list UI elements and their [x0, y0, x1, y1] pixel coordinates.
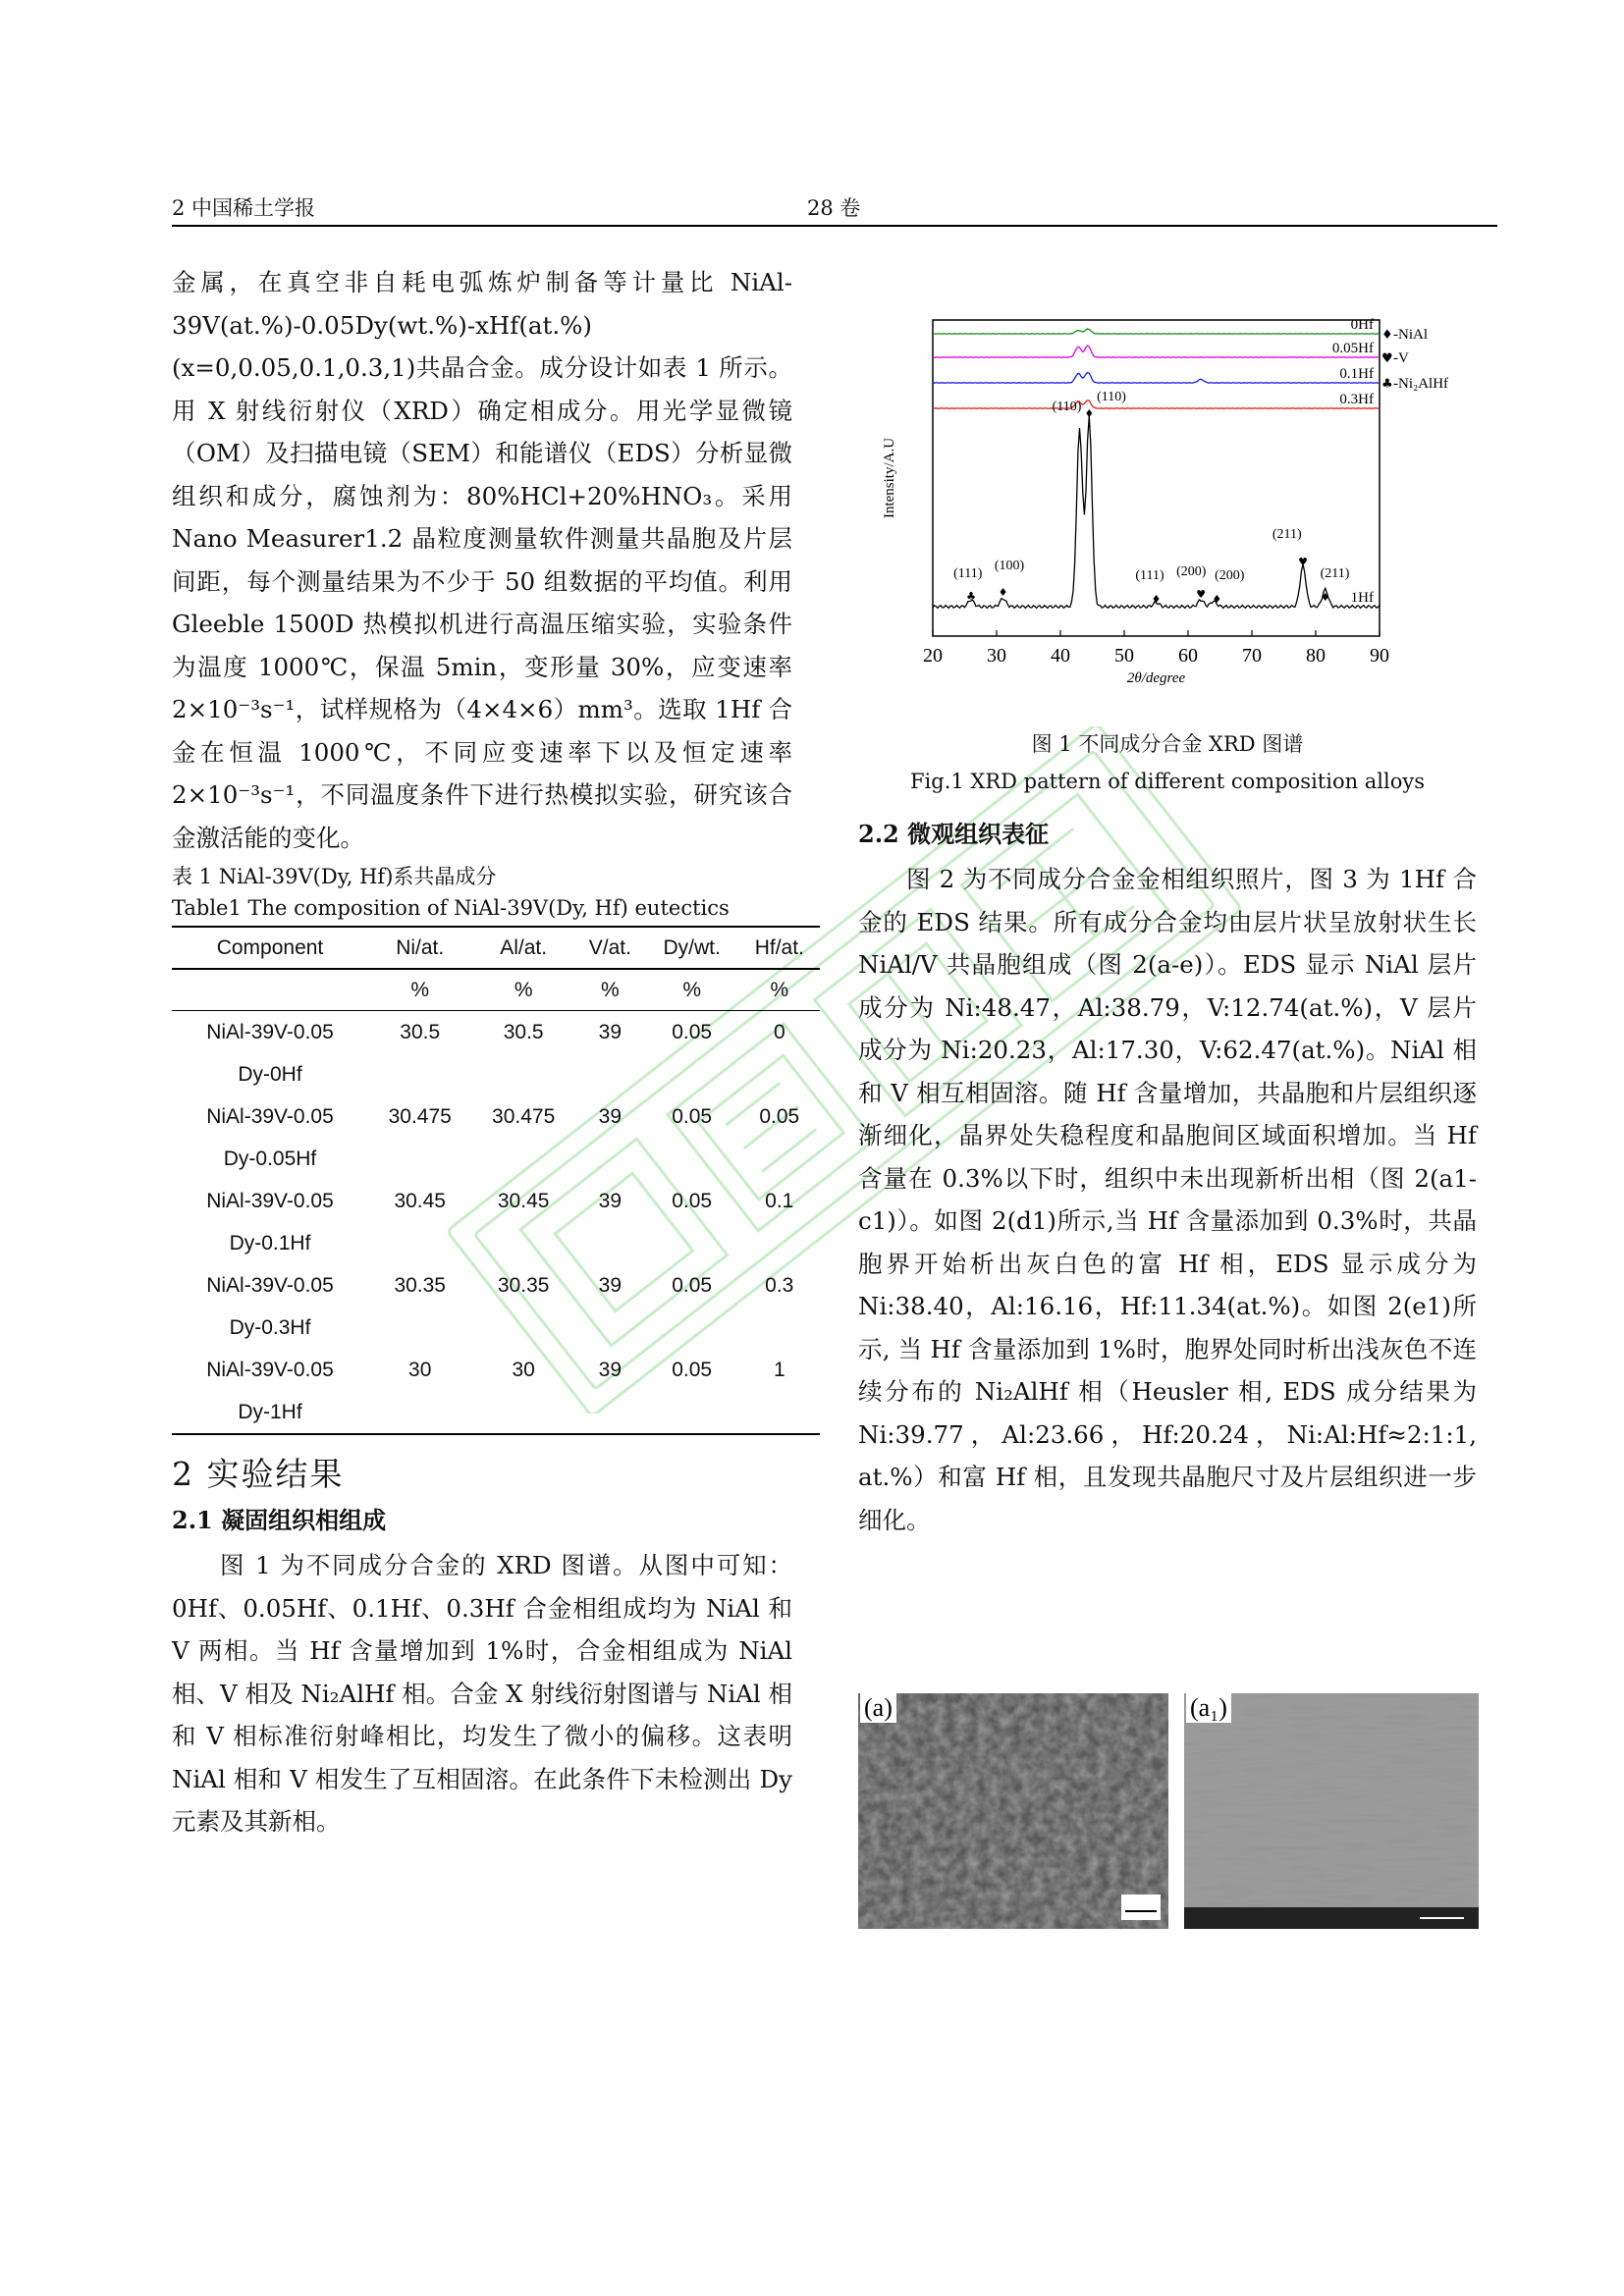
micrograph-a	[858, 1693, 1168, 1929]
peak-marker: ♦	[1320, 591, 1330, 604]
peak-annotation: (211)	[1320, 566, 1350, 581]
hf-cell: 0.1	[765, 1190, 794, 1212]
methods-paragraph: 金属，在真空非自耗电弧炼炉制备等计量比 NiAl-39V(at.%)-0.05Dy(wt.%)-xHf(at.%)(x=0,0.05,0.1,0.3,1)共晶合金。成分设计如表 1 所示。用 X 射线衍射仪（XRD）确定相成分。用光学显微镜（OM）及扫描电镜（SEM）和能谱仪（EDS）分析显微组织和成分，腐蚀剂为：80%HCl+20%HNO₃。采用 Nano Measurer1.2 晶粒度测量软件测量共晶胞及片层间距，每个测量结果为不少于 50 组数据的平均值。利用 Gleeble 1500D 热模拟机进行高温压缩实验，实验条件为温度 1000℃，保温 5min，变形量 30%，应变速率 2×10⁻³s⁻¹，试样规格为（4×4×6）mm³。选取 1Hf 合金在恒温 1000℃，不同应变速率下以及恒定速率 2×10⁻³s⁻¹，不同温度条件下进行热模拟实验，研究该合金激活能的变化。	[172, 268, 792, 852]
v-cell: 39	[598, 1021, 623, 1043]
component-name-line2: Dy-0.05Hf	[223, 1148, 317, 1170]
x-tick-label: 20	[923, 645, 943, 667]
peak-annotation: (100)	[994, 559, 1025, 573]
v-cell: 39	[598, 1105, 623, 1128]
table-unit-cell: %	[770, 979, 789, 1001]
table1-caption-en: Table1 The composition of NiAl-39V(Dy, Hf) eutectics	[172, 896, 730, 920]
table-header-cell: Ni/at.	[396, 936, 445, 959]
peak-marker: ♦	[1212, 593, 1222, 606]
legend-symbol: ♦	[1381, 328, 1393, 343]
table-header-cell: Dy/wt.	[663, 936, 721, 959]
al-cell: 30.35	[497, 1274, 550, 1297]
al-cell: 30.45	[497, 1190, 550, 1212]
al-cell: 30.475	[492, 1105, 556, 1128]
legend-entry: -V	[1393, 350, 1409, 366]
table1-caption-cn: 表 1 NiAl-39V(Dy, Hf)系共晶成分	[172, 865, 497, 888]
hf-cell: 0.05	[759, 1105, 800, 1128]
peak-annotation: (111)	[953, 566, 983, 581]
hf-cell: 1	[773, 1359, 785, 1381]
peak-annotation: (111)	[1135, 568, 1164, 583]
dy-cell: 0.05	[672, 1021, 713, 1043]
micrograph-a1-label: (a₁)	[1186, 1693, 1231, 1723]
component-cell	[172, 1264, 368, 1349]
table-unit-cell: %	[682, 979, 702, 1001]
table-row	[172, 1180, 820, 1264]
hf-cell: 0	[773, 1021, 785, 1043]
peak-marker: ♥	[1196, 588, 1206, 601]
legend-entry: -Ni₂AlHf	[1393, 376, 1449, 392]
table-row	[172, 1095, 820, 1180]
component-name-line1: NiAl-39V-0.05	[206, 1359, 334, 1381]
peak-annotation: (200)	[1176, 564, 1207, 579]
table-unit-cell: %	[514, 979, 533, 1001]
subsection-heading-2-2: 2.2 微观组织表征	[858, 820, 1050, 848]
peak-annotation: (200)	[1215, 568, 1245, 583]
series-line-0.05Hf	[933, 346, 1380, 357]
series-label: 1Hf	[1350, 590, 1374, 606]
v-cell: 39	[598, 1274, 623, 1297]
component-name-line2: Dy-0.3Hf	[229, 1316, 311, 1339]
peak-annotation: (211)	[1272, 527, 1302, 542]
peak-marker: ♦	[1151, 593, 1162, 606]
dy-cell: 0.05	[672, 1190, 713, 1212]
micrograph-a1-image	[1184, 1693, 1479, 1929]
running-header	[172, 192, 1497, 228]
left-column	[172, 261, 804, 1843]
dy-cell: 0.05	[672, 1274, 713, 1297]
peak-annotation: (110)	[1097, 390, 1126, 404]
component-cell	[172, 1011, 368, 1096]
journal-name: 2 中国稀土学报	[172, 196, 316, 220]
x-tick-label: 50	[1114, 645, 1134, 667]
fig1-caption-en: Fig.1 XRD pattern of different composition alloys	[909, 770, 1426, 793]
component-name-line2: Dy-0.1Hf	[229, 1232, 311, 1255]
ni-cell: 30.475	[388, 1105, 452, 1128]
table-row	[172, 1349, 820, 1434]
x-axis-label: 2θ/degree	[1126, 670, 1186, 686]
component-cell	[172, 1095, 368, 1180]
legend-entry: -NiAl	[1393, 327, 1428, 343]
micrograph-a-image	[858, 1693, 1168, 1929]
al-cell: 30.5	[503, 1021, 544, 1043]
series-label: 0.05Hf	[1331, 341, 1374, 356]
right-column	[858, 813, 1477, 1541]
series-label: 0Hf	[1350, 317, 1374, 333]
series-line-0.1Hf	[933, 373, 1380, 384]
xrd-paragraph: 图 1 为不同成分合金的 XRD 图谱。从图中可知： 0Hf、0.05Hf、0.1Hf、0.3Hf 合金相组成均为 NiAl 和 V 两相。当 Hf 含量增加到 1%时，合金相组成为 NiAl 相、V 相及 Ni₂AlHf 相。合金 X 射线衍射图谱与 NiAl 相和 V 相标准衍射峰相比，均发生了微小的偏移。这表明 NiAl 相和 V 相发生了互相固溶。在此条件下未检测出 Dy 元素及其新相。	[172, 1551, 792, 1836]
table-header-cell: Component	[216, 936, 324, 959]
peak-marker: ♣	[966, 590, 976, 603]
volume-number: 28 卷	[807, 196, 861, 220]
table-row	[172, 1264, 820, 1349]
y-axis-label: Intensity/A.U	[882, 437, 897, 519]
peak-annotation: (110)	[1052, 400, 1082, 414]
table-header-cell: V/at.	[588, 936, 631, 959]
v-cell: 39	[598, 1359, 623, 1381]
x-tick-label: 40	[1051, 645, 1070, 667]
component-name-line1: NiAl-39V-0.05	[206, 1105, 334, 1128]
component-cell	[172, 1180, 368, 1264]
fig1-caption-cn: 图 1 不同成分合金 XRD 图谱	[1031, 732, 1304, 756]
subsection-heading-2-1: 2.1 凝固组织相组成	[172, 1506, 387, 1534]
table-header-cell: Hf/at.	[754, 936, 804, 959]
ni-cell: 30.35	[394, 1274, 446, 1297]
peak-marker: ♦	[998, 586, 1008, 599]
table-unit-cell: %	[410, 979, 430, 1001]
peak-marker: ♥	[1298, 556, 1308, 568]
hf-cell: 0.3	[765, 1274, 794, 1297]
legend-symbol: ♥	[1381, 351, 1393, 366]
table-row	[172, 1011, 820, 1096]
micrograph-a1	[1184, 1693, 1479, 1929]
xrd-chart	[874, 312, 1483, 695]
component-name-line2: Dy-0Hf	[238, 1063, 302, 1086]
microstructure-paragraph: 图 2 为不同成分合金金相组织照片，图 3 为 1Hf 合金的 EDS 结果。所有成分合金均由层片状呈放射状生长 NiAl/V 共晶胞组成（图 2(a-e)）。EDS 显示 NiAl 层片成分为 Ni:48.47，Al:38.79，V:12.74(at.%)，V 层片成分为 Ni:20.23，Al:17.30，V:62.47(at.%)。NiAl 相和 V 相互相固溶。随 Hf 含量增加，共晶胞和片层组织逐渐细化，晶界处失稳程度和晶胞间区域面积增加。当 Hf 含量在 0.3%以下时，组织中未出现新析出相（图 2(a1-c1)）。如图 2(d1)所示,当 Hf 含量添加到 0.3%时，共晶胞界开始析出灰白色的富 Hf 相，EDS 显示成分为 Ni:38.40，Al:16.16，Hf:11.34(at.%)。如图 2(e1)所示, 当 Hf 含量添加到 1%时，胞界处同时析出浅灰色不连续分布的 Ni₂AlHf 相（Heusler 相, EDS 成分结果为 Ni:39.77，Al:23.66，Hf:20.24，Ni:Al:Hf≈2:1:1, at.%）和富 Hf 相，且发现共晶胞尺寸及片层组织进一步细化。	[858, 865, 1477, 1534]
table-unit-cell	[172, 969, 368, 1011]
x-tick-label: 90	[1370, 645, 1389, 667]
dy-cell: 0.05	[672, 1105, 713, 1128]
ni-cell: 30.5	[400, 1021, 441, 1043]
table-header-cell: Al/at.	[500, 936, 548, 959]
series-label: 0.3Hf	[1339, 392, 1374, 407]
micrograph-a-label: (a)	[860, 1693, 896, 1723]
series-line-0Hf	[933, 329, 1380, 334]
x-tick-label: 30	[987, 645, 1006, 667]
al-cell: 30	[512, 1359, 535, 1381]
dy-cell: 0.05	[672, 1359, 713, 1381]
x-tick-label: 60	[1178, 645, 1198, 667]
peak-marker: ♦	[1084, 407, 1095, 420]
component-name-line1: NiAl-39V-0.05	[206, 1274, 334, 1297]
header-rule	[172, 225, 1497, 227]
series-label: 0.1Hf	[1339, 366, 1374, 382]
composition-table	[172, 926, 820, 1435]
v-cell: 39	[598, 1190, 623, 1212]
x-tick-label: 80	[1306, 645, 1326, 667]
component-cell	[172, 1349, 368, 1434]
table-unit-cell: %	[600, 979, 620, 1001]
component-name-line1: NiAl-39V-0.05	[206, 1021, 334, 1043]
component-name-line1: NiAl-39V-0.05	[206, 1190, 334, 1212]
component-name-line2: Dy-1Hf	[238, 1401, 302, 1423]
ni-cell: 30.45	[394, 1190, 446, 1212]
x-tick-label: 70	[1242, 645, 1262, 667]
ni-cell: 30	[408, 1359, 432, 1381]
legend-symbol: ♣	[1381, 377, 1393, 392]
section-heading-results: 2 实验结果	[172, 1455, 345, 1493]
series-line-0.3Hf	[933, 400, 1380, 408]
